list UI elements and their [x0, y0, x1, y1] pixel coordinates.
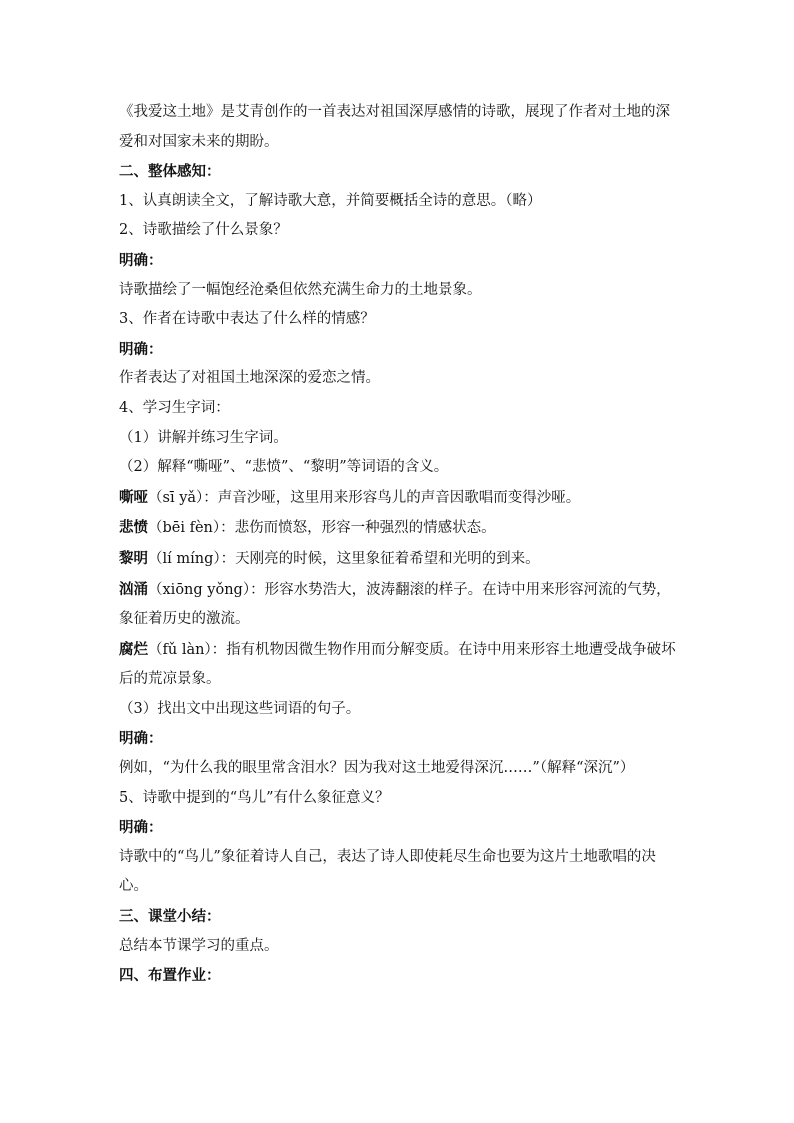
answer-label: 明确： [119, 340, 163, 358]
section-heading: 二、整体感知： [119, 163, 221, 181]
vocab-item [119, 544, 679, 575]
question-4-3: （3）找出文中出现这些词语的句子。 [119, 700, 361, 717]
answer-label: 明确： [119, 819, 163, 837]
question-1: 1、认真朗读全文，了解诗歌大意，并简要概括全诗的意思。（略） [119, 192, 542, 209]
question-2: 2、诗歌描绘了什么景象？ [119, 222, 288, 239]
vocab-definition: （xiōng yǒng）：形容水势浩大，波涛翻滚的样子。在诗中用来形容河流的气势，象征着历史的激流。 [119, 581, 671, 628]
vocab-definition: （fǔ làn）：指有机物因微生物作用而分解变质。在诗中用来形容土地遭受战争破坏后的荒凉景象。 [119, 641, 676, 688]
vocab-definition: （sī yǎ）：声音沙哑，这里用来形容鸟儿的声音因歌唱而变得沙哑。 [148, 489, 581, 506]
section-heading: 四、布置作业： [119, 967, 221, 985]
vocab-term: 腐烂 [119, 640, 148, 658]
answer-5: 诗歌中的“鸟儿”象征着诗人自己，表达了诗人即使耗尽生命也要为这片土地歌唱的决心。 [119, 848, 656, 895]
vocab-item [119, 483, 679, 514]
answer-3: 作者表达了对祖国土地深深的爱恋之情。 [119, 370, 380, 387]
answer-2: 诗歌描绘了一幅饱经沧桑但依然充满生命力的土地景象。 [119, 281, 482, 298]
vocab-term: 悲愤 [119, 519, 148, 537]
intro-paragraph: 《我爱这土地》是艾青创作的一首表达对祖国深厚感情的诗歌，展现了作者对土地的深爱和对国家未来的期盼。 [119, 104, 670, 150]
question-4: 4、学习生字词： [119, 399, 230, 416]
vocab-item [119, 635, 679, 695]
answer-label: 明确： [119, 730, 163, 748]
vocab-term: 黎明 [119, 549, 148, 567]
vocab-item [119, 513, 679, 544]
vocab-definition: （lí míng）：天刚亮的时候，这里象征着希望和光明的到来。 [148, 550, 540, 567]
answer-label: 明确： [119, 251, 163, 269]
vocab-term: 嘶哑 [119, 488, 148, 506]
vocab-item [119, 575, 679, 635]
question-4-1: （1）讲解并练习生字词。 [119, 429, 288, 446]
question-4-2: （2）解释“嘶哑”、“悲愤”、“黎明”等词语的含义。 [119, 459, 449, 476]
summary-text: 总结本节课学习的重点。 [119, 937, 279, 954]
vocab-definition: （bēi fèn）：悲伤而愤怒，形容一种强烈的情感状态。 [148, 520, 496, 537]
question-5: 5、诗歌中提到的“鸟儿”有什么象征意义？ [119, 789, 390, 806]
question-3: 3、作者在诗歌中表达了什么样的情感？ [119, 311, 375, 328]
vocab-term: 汹涌 [119, 580, 148, 598]
document-body [119, 98, 679, 991]
answer-4-3: 例如，“为什么我的眼里常含泪水？因为我对这土地爱得深沉……”（解释“深沉”） [119, 760, 635, 777]
section-heading: 三、课堂小结： [119, 908, 221, 926]
